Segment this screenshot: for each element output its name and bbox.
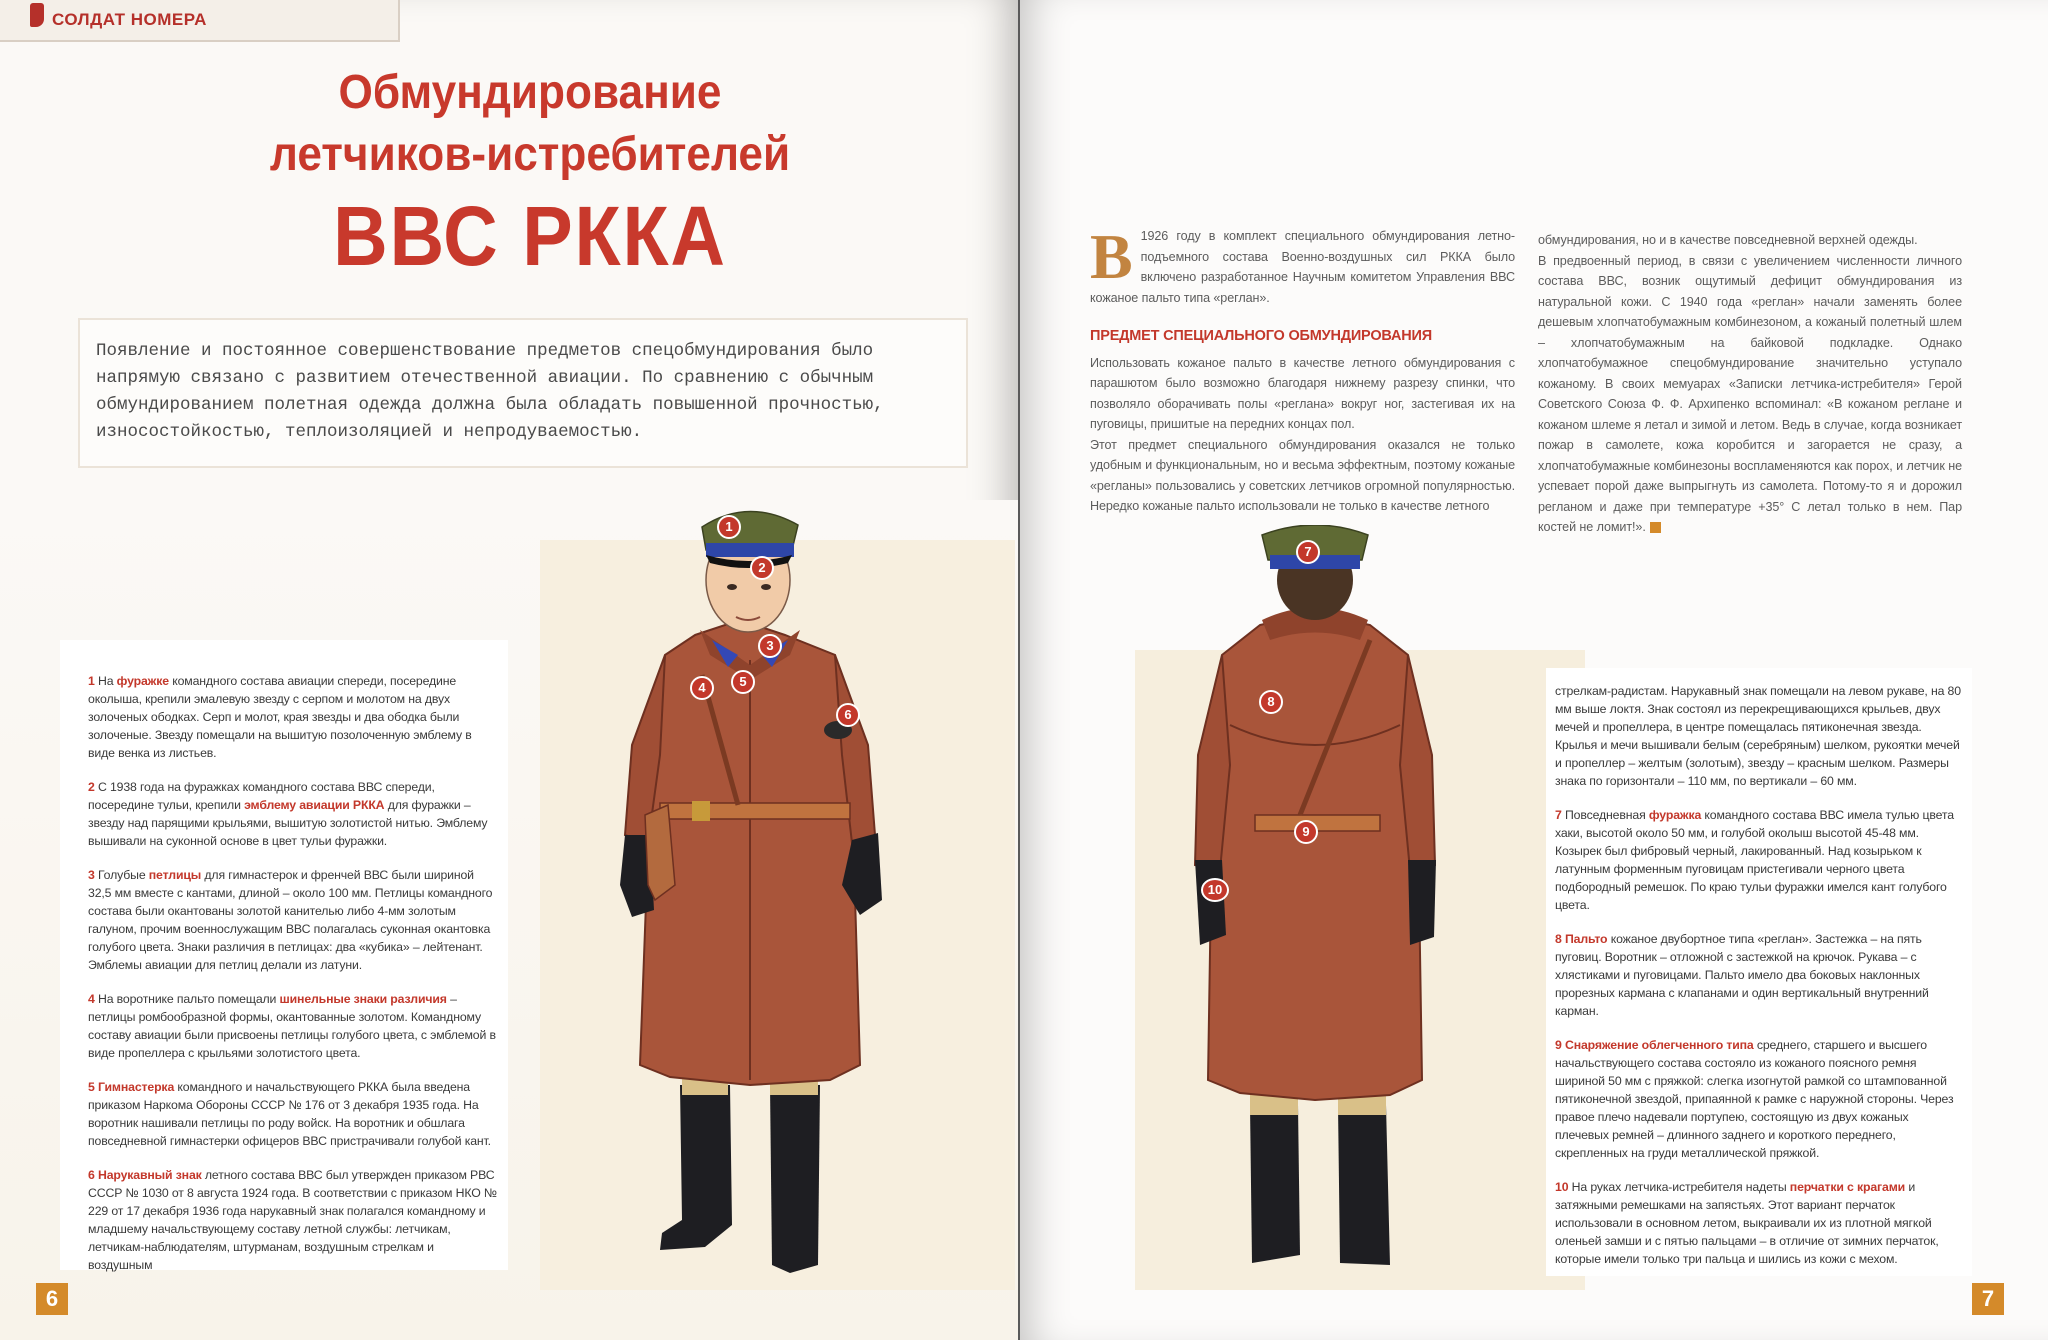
title-line-1: Обмундирование [338, 66, 722, 119]
figure-marker-2: 2 [750, 556, 774, 580]
figure-marker-7: 7 [1296, 540, 1320, 564]
note-1: 1 На фуражке командного состава авиации спереди, посередине околыша, крепили эмалевую звезду с серпом и молотом на двух золоченых ободках. Серп и молот, края звезды и два ободка были золоченые. Звезду помещали на вышитую позолоченную эмблему в виде венка из листьев. [88, 674, 472, 760]
note-3: 3 Голубые петлицы для гимнастерок и френчей ВВС были шириной 32,5 мм вместе с кантами, длиной – около 100 мм. Петлицы командного состава были окантованы золотой канителью либо 4-мм золотым галуном, прочим военнослужащим ВВС полагалась суконная окантовка голубого цвета. Знаки различия в петлицах: два «кубика» – лейтенант. Эмблемы авиации для петлиц делали из латуни. [88, 868, 493, 972]
section-icon [30, 3, 44, 27]
right-notes [1555, 682, 1963, 1284]
right-text-column-2 [1538, 230, 1962, 538]
dropcap: В [1090, 221, 1133, 292]
right-text-column-1: В 1926 году в комплект специального обмундирования летно-подъемного состава Военно-воздушных сил РККА было включено разработанное Научным комитетом Управления ВВС кожаное пальто типа «реглан». ПРЕДМЕТ СПЕЦИАЛЬНОГО ОБМУНДИРОВАНИЯ Использовать кожаное пальто в качестве летного обмундирования с парашютом было возможно благодаря нижнему разрезу спинки, что позволяло оборачивать полы «реглана» вокруг ног, застегивая их на пуговицы, пришитые на передних концах пол. Этот предмет специального обмундирования оказался не только удобным и функциональным, но и весьма эффектным, поэтому кожаные «регланы» пользовались у советских летчиков огромной популярностью. Нередко кожаные пальто использовали не только в качестве летного [1090, 226, 1515, 517]
page-title [170, 62, 890, 286]
page-number-left: 6 [36, 1283, 68, 1315]
figure-marker-6: 6 [836, 703, 860, 727]
paragraph-2: Использовать кожаное пальто в качестве летного обмундирования с парашютом было возможно благодаря нижнему разрезу спинки, что позволяло оборачивать полы «реглана» вокруг ног, застегивая их на пуговицы, пришитые на передних концах пол. [1090, 355, 1515, 431]
paragraph-3: Этот предмет специального обмундирования оказался не только удобным и функциональным, но и весьма эффектным, поэтому кожаные «регланы» пользовались у советских летчиков огромной популярностью. Нередко кожаные пальто использовали не только в качестве летного [1090, 437, 1515, 513]
left-page [0, 0, 1018, 1340]
note-8: 8 Пальто кожаное двубортное типа «реглан». Застежка – на пять пуговиц. Воротник – отложной с застежкой на крючок. Рукава – с хлястиками и пуговицами. Пальто имело два боковых наклонных прорезных кармана с клапанами и один вертикальный внутренний карман. [1555, 932, 1929, 1018]
section-label: СОЛДАТ НОМЕРА [52, 10, 207, 29]
figure-marker-9: 9 [1294, 820, 1318, 844]
paragraph-5: В предвоенный период, в связи с увеличением численности личного состава ВВС, возник ощутимый дефицит обмундирования из натуральной кожи. С 1940 года «реглан» начали заменять более дешевым хлопчатобумажным комбинезоном, а кожаный полетный шлем – хлопчатобумажным на байковой подкладке. Однако хлопчатобумажное спецобмундирование значительно уступало кожаному. В своих мемуарах «Записки летчика-истребителя» Герой Советского Союза Ф. Ф. Архипенко вспоминал: «В кожаном реглане и кожаном шлеме я летал и зимой и летом. Ведь в случае, когда возникает пожар в самолете, кожа коробится и загорается не сразу, а хлопчатобумажные комбинезоны воспламеняются как порох, и летчик не успевает порой даже выпрыгнуть из самолета. Потому-то я и дорожил регланом и даже при температуре +35° С летал только в нем. Пар костей не ломит!». [1538, 253, 1962, 534]
pilot-front-illustration [620, 505, 900, 1280]
note-6: 6 Нарукавный знак летного состава ВВС был утвержден приказом РВС СССР № 1030 от 8 августа 1924 года. В соответствии с приказом НКО № 229 от 17 декабря 1936 года нарукавный знак полагался командному и младшему начальствующему составу летной службы: летчикам, летчикам-наблюдателям, штурманам, воздушным стрелкам и воздушным [88, 1168, 497, 1272]
figure-marker-10: 10 [1201, 878, 1229, 902]
pilot-back-illustration [1190, 525, 1440, 1275]
note-6-continued: стрелкам-радистам. Нарукавный знак помещали на левом рукаве, на 80 мм выше локтя. Знак состоял из перекрещивающихся крыльев, двух мечей и пропеллера, в центре помещалась пятиконечная звезда. Крылья и мечи вышивали белым (серебряным) шелком, рукоятки мечей и пропеллер – желтым (золотым), звезду – красным шелком. Размеры знака по горизонтали – 110 мм, по вертикали – 60 мм. [1555, 684, 1961, 788]
title-line-3: ВВС РККА [333, 189, 727, 283]
intro-text: Появление и постоянное совершенствование предметов спецобмундирования было напрямую связано с развитием отечественной авиации. По сравнению с обычным обмундированием полетная одежда должна была обладать повышенной прочностью, износостойкостью, теплоизоляцией и непродуваемостью. [96, 341, 884, 442]
note-9: 9 Снаряжение облегченного типа среднего, старшего и высшего начальствующего состава состояло из кожаного поясного ремня шириной 50 мм с пряжкой: слегка изогнутой рамкой со штампованной пятиконечной звездой, припаянной к рамке с наружной стороны. Через правое плечо надевали портупею, состоящую из двух кожаных плечевых ремней – длинного заднего и короткого переднего, скрепленных на груди металлической пряжкой. [1555, 1038, 1954, 1160]
intro-box [78, 318, 968, 468]
note-2: 2 С 1938 года на фуражках командного состава ВВС спереди, посередине тульи, крепили эмблему авиации РККА для фуражки – звезду над парящими крыльями, вышитую золотистой нитью. Эмблему вышивали на суконной основе в цвет тульи фуражки. [88, 780, 488, 848]
note-10: 10 На руках летчика-истребителя надеты перчатки с крагами и затяжными ремешками на запястьях. Этот вариант перчаток использовали в основном летом, выкраивали их из плотной мягкой оленьей замши и с пятью пальцами – в отличие от зимних перчаток, которые имели только три пальца и шились из кожи с мехом. [1555, 1180, 1939, 1266]
note-4: 4 На воротнике пальто помещали шинельные знаки различия – петлицы ромбообразной формы, окантованные золотом. Командному составу авиации были присвоены петлицы голубого цвета, с эмблемой в виде пропеллера с крыльями золотистого цвета. [88, 992, 496, 1060]
figure-marker-8: 8 [1259, 690, 1283, 714]
figure-marker-4: 4 [690, 676, 714, 700]
left-notes [88, 672, 498, 1290]
note-7: 7 Повседневная фуражка командного состава ВВС имела тулью цвета хаки, высотой около 50 мм, и голубой околыш высотой 45-48 мм. Козырек был фибровый черный, лакированный. Над козырьком к латунным форменным пуговицам пристегивали черного цвета подбородный ремешок. По краю тульи фуражки имелся кант голубого цвета. [1555, 808, 1954, 912]
section-header [0, 0, 400, 42]
end-mark [1650, 522, 1661, 533]
figure-marker-3: 3 [758, 634, 782, 658]
figure-marker-5: 5 [731, 670, 755, 694]
paragraph-4: обмундирования, но и в качестве повседневной верхней одежды. [1538, 233, 1918, 247]
title-line-2: летчиков-истребителей [269, 128, 791, 181]
figure-marker-1: 1 [717, 515, 741, 539]
subheading: ПРЕДМЕТ СПЕЦИАЛЬНОГО ОБМУНДИРОВАНИЯ [1090, 328, 1432, 344]
page-number-right: 7 [1972, 1283, 2004, 1315]
note-5: 5 Гимнастерка командного и начальствующего РККА была введена приказом Наркома Обороны СССР № 176 от 3 декабря 1935 года. На воротник нашивали петлицы по роду войск. На воротник и обшлага повседневной гимнастерки офицеров ВВС пристрачивали голубой кант. [88, 1080, 491, 1148]
